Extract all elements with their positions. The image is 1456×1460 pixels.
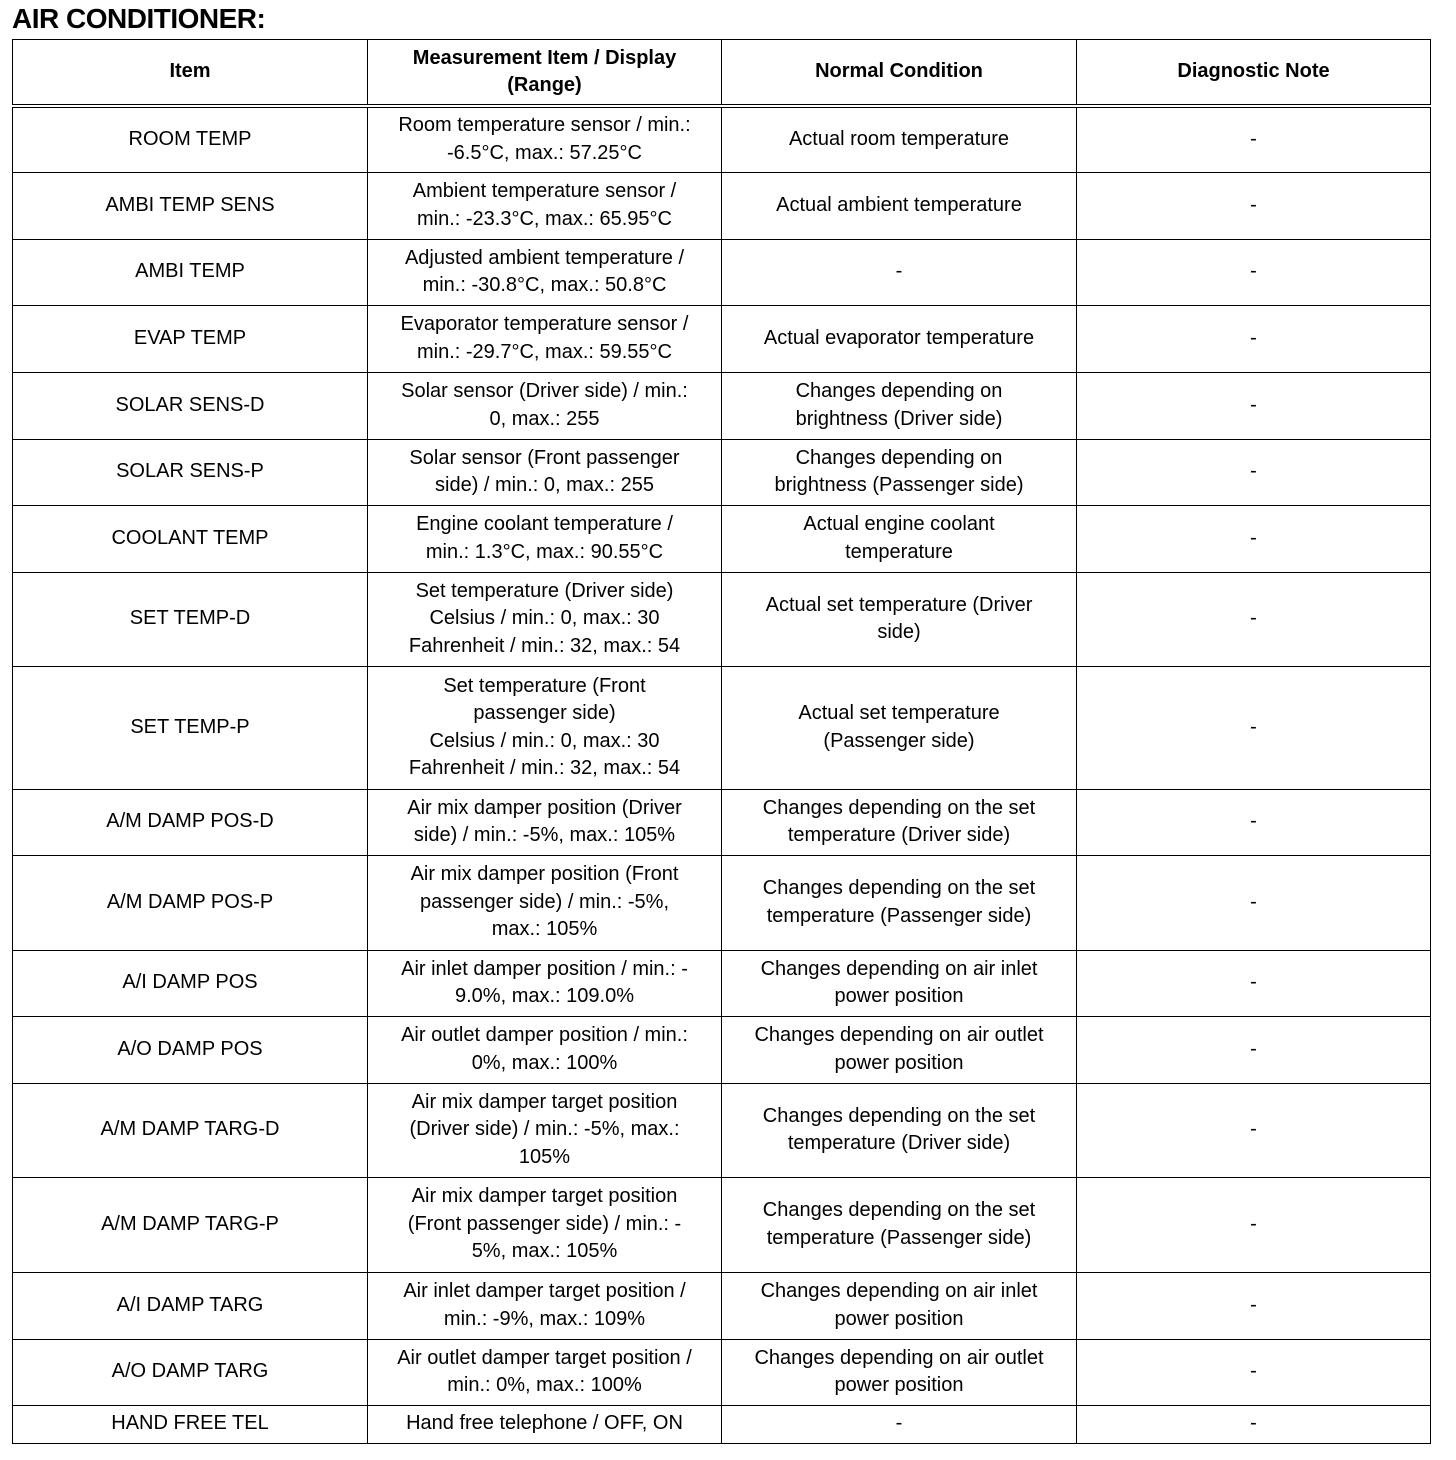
cell-measurement: Room temperature sensor / min.: -6.5°C, max.: 57.25°C <box>368 106 722 172</box>
column-header-item: Item <box>13 40 368 107</box>
table-row <box>13 305 1431 372</box>
cell-item: EVAP TEMP <box>13 305 368 372</box>
table-row <box>13 372 1431 439</box>
cell-diagnostic-note: - <box>1077 1405 1431 1443</box>
cell-item: A/O DAMP TARG <box>13 1339 368 1405</box>
cell-diagnostic-note: - <box>1077 1339 1431 1405</box>
cell-normal-condition: Changes depending on air inlet power position <box>722 1272 1077 1339</box>
cell-item: A/O DAMP POS <box>13 1016 368 1083</box>
cell-diagnostic-note: - <box>1077 239 1431 305</box>
cell-diagnostic-note: - <box>1077 1083 1431 1177</box>
table-row <box>13 666 1431 789</box>
cell-normal-condition: - <box>722 1405 1077 1443</box>
cell-diagnostic-note: - <box>1077 305 1431 372</box>
cell-diagnostic-note: - <box>1077 106 1431 172</box>
page-title: AIR CONDITIONER: <box>12 3 266 34</box>
cell-measurement: Solar sensor (Front passenger side) / min.: 0, max.: 255 <box>368 439 722 505</box>
cell-diagnostic-note: - <box>1077 439 1431 505</box>
table-header-row <box>13 40 1431 107</box>
cell-item: A/I DAMP TARG <box>13 1272 368 1339</box>
column-header-normal-condition: Normal Condition <box>722 40 1077 107</box>
cell-normal-condition: - <box>722 239 1077 305</box>
cell-normal-condition: Actual evaporator temperature <box>722 305 1077 372</box>
table-row <box>13 789 1431 855</box>
table-row <box>13 172 1431 239</box>
cell-measurement: Solar sensor (Driver side) / min.: 0, max.: 255 <box>368 372 722 439</box>
cell-item: SET TEMP-D <box>13 572 368 666</box>
cell-normal-condition: Actual engine coolant temperature <box>722 505 1077 572</box>
cell-diagnostic-note: - <box>1077 505 1431 572</box>
cell-normal-condition: Actual set temperature (Driver side) <box>722 572 1077 666</box>
cell-measurement: Air mix damper target position (Front passenger side) / min.: - 5%, max.: 105% <box>368 1177 722 1272</box>
table-row <box>13 1339 1431 1405</box>
cell-normal-condition: Actual set temperature (Passenger side) <box>722 666 1077 789</box>
cell-diagnostic-note: - <box>1077 789 1431 855</box>
cell-item: AMBI TEMP <box>13 239 368 305</box>
cell-measurement: Set temperature (Driver side) Celsius / min.: 0, max.: 30 Fahrenheit / min.: 32, max.: 54 <box>368 572 722 666</box>
table-row <box>13 572 1431 666</box>
cell-measurement: Air outlet damper target position / min.: 0%, max.: 100% <box>368 1339 722 1405</box>
cell-measurement: Ambient temperature sensor / min.: -23.3°C, max.: 65.95°C <box>368 172 722 239</box>
table-row <box>13 855 1431 950</box>
cell-normal-condition: Changes depending on the set temperature (Driver side) <box>722 1083 1077 1177</box>
cell-measurement: Hand free telephone / OFF, ON <box>368 1405 722 1443</box>
cell-measurement: Air inlet damper target position / min.: -9%, max.: 109% <box>368 1272 722 1339</box>
table-row <box>13 1177 1431 1272</box>
cell-measurement: Air inlet damper position / min.: - 9.0%, max.: 109.0% <box>368 950 722 1016</box>
cell-diagnostic-note: - <box>1077 1016 1431 1083</box>
cell-normal-condition: Actual room temperature <box>722 106 1077 172</box>
cell-measurement: Air mix damper target position (Driver side) / min.: -5%, max.: 105% <box>368 1083 722 1177</box>
cell-normal-condition: Changes depending on air inlet power position <box>722 950 1077 1016</box>
cell-item: AMBI TEMP SENS <box>13 172 368 239</box>
cell-normal-condition: Changes depending on air outlet power position <box>722 1016 1077 1083</box>
column-header-measurement: Measurement Item / Display (Range) <box>368 40 722 107</box>
cell-normal-condition: Changes depending on the set temperature (Passenger side) <box>722 855 1077 950</box>
cell-item: A/M DAMP TARG-P <box>13 1177 368 1272</box>
cell-item: ROOM TEMP <box>13 106 368 172</box>
table-row <box>13 106 1431 172</box>
table-row <box>13 239 1431 305</box>
cell-measurement: Air mix damper position (Driver side) / min.: -5%, max.: 105% <box>368 789 722 855</box>
table-row <box>13 1405 1431 1443</box>
cell-normal-condition: Changes depending on the set temperature (Passenger side) <box>722 1177 1077 1272</box>
cell-measurement: Air mix damper position (Front passenger side) / min.: -5%, max.: 105% <box>368 855 722 950</box>
cell-item: HAND FREE TEL <box>13 1405 368 1443</box>
cell-measurement: Set temperature (Front passenger side) Celsius / min.: 0, max.: 30 Fahrenheit / min.: 32, max.: 54 <box>368 666 722 789</box>
cell-item: SOLAR SENS-P <box>13 439 368 505</box>
cell-diagnostic-note: - <box>1077 1177 1431 1272</box>
cell-diagnostic-note: - <box>1077 372 1431 439</box>
cell-measurement: Air outlet damper position / min.: 0%, max.: 100% <box>368 1016 722 1083</box>
cell-normal-condition: Changes depending on brightness (Driver side) <box>722 372 1077 439</box>
table-row <box>13 1272 1431 1339</box>
cell-normal-condition: Changes depending on the set temperature (Driver side) <box>722 789 1077 855</box>
table-row <box>13 1016 1431 1083</box>
table-row <box>13 1083 1431 1177</box>
cell-item: COOLANT TEMP <box>13 505 368 572</box>
table-row <box>13 439 1431 505</box>
cell-item: A/I DAMP POS <box>13 950 368 1016</box>
cell-normal-condition: Changes depending on brightness (Passenger side) <box>722 439 1077 505</box>
data-list-table <box>12 39 1431 1444</box>
cell-diagnostic-note: - <box>1077 666 1431 789</box>
cell-diagnostic-note: - <box>1077 855 1431 950</box>
cell-diagnostic-note: - <box>1077 1272 1431 1339</box>
cell-item: A/M DAMP POS-D <box>13 789 368 855</box>
cell-diagnostic-note: - <box>1077 172 1431 239</box>
cell-item: SOLAR SENS-D <box>13 372 368 439</box>
cell-item: SET TEMP-P <box>13 666 368 789</box>
cell-measurement: Engine coolant temperature / min.: 1.3°C, max.: 90.55°C <box>368 505 722 572</box>
cell-normal-condition: Actual ambient temperature <box>722 172 1077 239</box>
cell-diagnostic-note: - <box>1077 950 1431 1016</box>
cell-normal-condition: Changes depending on air outlet power position <box>722 1339 1077 1405</box>
column-header-diagnostic-note: Diagnostic Note <box>1077 40 1431 107</box>
cell-measurement: Adjusted ambient temperature / min.: -30.8°C, max.: 50.8°C <box>368 239 722 305</box>
table-row <box>13 505 1431 572</box>
cell-item: A/M DAMP TARG-D <box>13 1083 368 1177</box>
table-row <box>13 950 1431 1016</box>
cell-measurement: Evaporator temperature sensor / min.: -29.7°C, max.: 59.55°C <box>368 305 722 372</box>
cell-item: A/M DAMP POS-P <box>13 855 368 950</box>
cell-diagnostic-note: - <box>1077 572 1431 666</box>
